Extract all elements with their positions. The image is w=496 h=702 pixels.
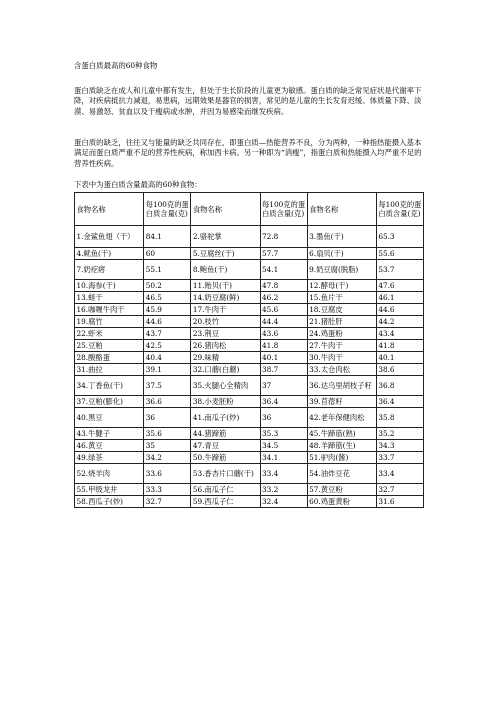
protein-value-cell: 36.4 — [376, 396, 423, 408]
header-protein-per-100g: 每100克的蛋白质含量(克) — [144, 193, 191, 226]
food-name-cell: 40.黑豆 — [75, 408, 144, 428]
protein-value-cell: 32.4 — [260, 496, 307, 508]
protein-value-cell: 36.8 — [376, 376, 423, 396]
protein-value-cell: 55.6 — [376, 248, 423, 260]
protein-value-cell: 45.6 — [260, 304, 307, 316]
food-name-cell: 28.酸酪蛋 — [75, 352, 144, 364]
protein-value-cell: 46.1 — [376, 292, 423, 304]
food-name-cell: 48.羊蹄筋(生) — [307, 440, 376, 452]
protein-value-cell: 57.7 — [260, 248, 307, 260]
protein-value-cell: 38.6 — [376, 364, 423, 376]
protein-value-cell: 33.7 — [376, 452, 423, 464]
food-name-cell: 51.驴肉(酱) — [307, 452, 376, 464]
protein-value-cell: 43.7 — [144, 328, 191, 340]
document-title: 含蛋白质最高的60种食物 — [74, 61, 158, 70]
food-name-cell: 20.枝竹 — [191, 316, 260, 328]
food-name-cell: 59.西瓜子仁 — [191, 496, 260, 508]
table-row — [75, 396, 424, 408]
protein-value-cell: 35.8 — [376, 408, 423, 428]
food-name-cell: 52.烧羊肉 — [75, 464, 144, 484]
protein-value-cell: 35.3 — [260, 428, 307, 440]
food-name-cell: 30.牛肉干 — [307, 352, 376, 364]
food-name-cell: 23.荆豆 — [191, 328, 260, 340]
protein-value-cell: 54.1 — [260, 260, 307, 280]
table-row — [75, 248, 424, 260]
protein-value-cell: 40.4 — [144, 352, 191, 364]
food-name-cell: 25.豆粕 — [75, 340, 144, 352]
protein-value-cell: 39.1 — [144, 364, 191, 376]
food-name-cell: 37.豆粕(膨化) — [75, 396, 144, 408]
protein-value-cell: 36.6 — [144, 396, 191, 408]
protein-value-cell: 36 — [144, 408, 191, 428]
protein-value-cell: 47.6 — [376, 280, 423, 292]
food-name-cell: 11.贻贝(干) — [191, 280, 260, 292]
protein-value-cell: 44.6 — [144, 316, 191, 328]
food-name-cell: 17.牛肉干 — [191, 304, 260, 316]
table-row — [75, 440, 424, 452]
protein-value-cell: 32.7 — [376, 484, 423, 496]
protein-value-cell: 43.6 — [260, 328, 307, 340]
table-row — [75, 226, 424, 248]
food-name-cell: 5.豆腐丝(干) — [191, 248, 260, 260]
food-name-cell: 26.猪肉松 — [191, 340, 260, 352]
protein-value-cell: 40.1 — [376, 352, 423, 364]
protein-value-cell: 36 — [260, 408, 307, 428]
food-name-cell: 7.奶疙瘩 — [75, 260, 144, 280]
protein-value-cell: 84.1 — [144, 226, 191, 248]
table-row — [75, 328, 424, 340]
food-name-cell: 54.油炸豆花 — [307, 464, 376, 484]
food-name-cell: 60.鸡蛋黄粉 — [307, 496, 376, 508]
table-row — [75, 428, 424, 440]
food-name-cell: 56.南瓜子仁 — [191, 484, 260, 496]
protein-value-cell: 50.2 — [144, 280, 191, 292]
food-name-cell: 57.黄豆粉 — [307, 484, 376, 496]
protein-value-cell: 35 — [144, 440, 191, 452]
protein-value-cell: 40.1 — [260, 352, 307, 364]
food-name-cell: 42.老年保健肉松 — [307, 408, 376, 428]
food-name-cell: 1.金鲨鱼翅（干） — [75, 226, 144, 248]
food-name-cell: 6.扇贝(干) — [307, 248, 376, 260]
protein-value-cell: 33.4 — [376, 464, 423, 484]
table-row — [75, 352, 424, 364]
protein-value-cell: 34.5 — [260, 440, 307, 452]
protein-value-cell: 53.7 — [376, 260, 423, 280]
protein-value-cell: 33.2 — [260, 484, 307, 496]
food-name-cell: 10.海参(干) — [75, 280, 144, 292]
table-row — [75, 496, 424, 508]
food-name-cell: 50.牛蹄筋 — [191, 452, 260, 464]
table-row — [75, 260, 424, 280]
food-name-cell: 27.牛肉干 — [307, 340, 376, 352]
food-name-cell: 45.牛蹄筋(熟) — [307, 428, 376, 440]
protein-value-cell: 55.1 — [144, 260, 191, 280]
food-name-cell: 8.鲍鱼(干) — [191, 260, 260, 280]
food-name-cell: 38.小麦胚粉 — [191, 396, 260, 408]
food-name-cell: 21.猪肚肝 — [307, 316, 376, 328]
food-name-cell: 4.鱿鱼(干) — [75, 248, 144, 260]
table-row — [75, 292, 424, 304]
protein-value-cell: 45.9 — [144, 304, 191, 316]
table-row — [75, 340, 424, 352]
protein-value-cell: 44.2 — [376, 316, 423, 328]
protein-value-cell: 32.7 — [144, 496, 191, 508]
food-name-cell: 33.太仓肉松 — [307, 364, 376, 376]
header-protein-per-100g: 每100克的蛋白质含量(克) — [376, 193, 423, 226]
food-name-cell: 14.奶豆腐(鲜) — [191, 292, 260, 304]
table-row — [75, 408, 424, 428]
food-name-cell: 49.绿茶 — [75, 452, 144, 464]
protein-value-cell: 36.4 — [260, 396, 307, 408]
food-name-cell: 34.丁香鱼(干) — [75, 376, 144, 396]
food-name-cell: 2.骆驼掌 — [191, 226, 260, 248]
protein-value-cell: 38.7 — [260, 364, 307, 376]
protein-value-cell: 34.1 — [260, 452, 307, 464]
protein-value-cell: 33.6 — [144, 464, 191, 484]
protein-value-cell: 72.8 — [260, 226, 307, 248]
food-name-cell: 16.咖喱牛肉干 — [75, 304, 144, 316]
food-name-cell: 19.腐竹 — [75, 316, 144, 328]
protein-value-cell: 33.4 — [260, 464, 307, 484]
table-row — [75, 376, 424, 396]
header-food-name: 食物名称 — [75, 193, 144, 226]
table-row — [75, 316, 424, 328]
food-name-cell: 47.青豆 — [191, 440, 260, 452]
food-name-cell: 24.鸡蛋粉 — [307, 328, 376, 340]
paragraph-protein-energy-malnutrition: 蛋白质的缺乏，往往又与能量的缺乏共同存在，即蛋白质—热能营养不良，分为两种，一种指热能摄入基本满足而蛋白质严重不足的营养性疾病，称加西卡病。另一种即为“消瘦”，指蛋白质和热能摄入均严重不足的营养性疾病。 — [74, 138, 422, 168]
protein-value-cell: 44.6 — [376, 304, 423, 316]
protein-value-cell: 34.3 — [376, 440, 423, 452]
food-name-cell: 53.香杏片口蘑(干) — [191, 464, 260, 484]
table-row — [75, 452, 424, 464]
food-name-cell: 22.虾米 — [75, 328, 144, 340]
protein-value-cell: 42.5 — [144, 340, 191, 352]
paragraph-deficiency-symptoms: 蛋白质缺乏在成人和儿童中都有发生，但处于生长阶段的儿童更为敏感。蛋白质的缺乏常见症状是代谢率下降，对疾病抵抗力减退，易患病，远期效果是器官的损害，常见的是儿童的生长发育迟缓、体质量下降、淡漠、易激怒、贫血以及干瘦病或水肿，并因为易感染而继发疾病。 — [74, 86, 422, 116]
food-name-cell: 3.墨鱼(干) — [307, 226, 376, 248]
protein-value-cell: 37 — [260, 376, 307, 396]
protein-value-cell: 31.6 — [376, 496, 423, 508]
header-food-name: 食物名称 — [307, 193, 376, 226]
protein-value-cell: 44.4 — [260, 316, 307, 328]
food-name-cell: 43.牛腱子 — [75, 428, 144, 440]
header-food-name: 食物名称 — [191, 193, 260, 226]
food-name-cell: 12.酵母(干) — [307, 280, 376, 292]
food-name-cell: 55.甲级龙井 — [75, 484, 144, 496]
food-name-cell: 31.曲拉 — [75, 364, 144, 376]
food-name-cell: 35.火腿心全精肉 — [191, 376, 260, 396]
food-name-cell: 32.口蘑(白蘑) — [191, 364, 260, 376]
header-protein-per-100g: 每100克的蛋白质含量(克) — [260, 193, 307, 226]
protein-value-cell: 34.2 — [144, 452, 191, 464]
protein-value-cell: 41.8 — [260, 340, 307, 352]
table-row — [75, 364, 424, 376]
food-name-cell: 44.猪蹄筋 — [191, 428, 260, 440]
protein-value-cell: 35.6 — [144, 428, 191, 440]
table-row — [75, 484, 424, 496]
protein-value-cell: 37.5 — [144, 376, 191, 396]
protein-value-cell: 33.3 — [144, 484, 191, 496]
protein-value-cell: 35.2 — [376, 428, 423, 440]
food-name-cell: 36.达乌里胡枝子籽 — [307, 376, 376, 396]
table-header-row — [75, 193, 424, 226]
food-name-cell: 41.南瓜子(炒) — [191, 408, 260, 428]
protein-value-cell: 46.5 — [144, 292, 191, 304]
table-row — [75, 464, 424, 484]
protein-value-cell: 46.2 — [260, 292, 307, 304]
food-name-cell: 29.味精 — [191, 352, 260, 364]
food-name-cell: 18.豆腐皮 — [307, 304, 376, 316]
food-name-cell: 9.奶豆腐(脱脂) — [307, 260, 376, 280]
protein-content-table — [74, 192, 424, 508]
paragraph-table-intro: 下表中为蛋白质含量最高的60种食物： — [74, 180, 202, 189]
table-row — [75, 304, 424, 316]
food-name-cell: 13.蛏干 — [75, 292, 144, 304]
table-row — [75, 280, 424, 292]
food-name-cell: 58.西瓜子(炒) — [75, 496, 144, 508]
protein-value-cell: 43.4 — [376, 328, 423, 340]
protein-value-cell: 47.8 — [260, 280, 307, 292]
table-body — [75, 193, 424, 508]
food-name-cell: 15.鱼片干 — [307, 292, 376, 304]
protein-value-cell: 60 — [144, 248, 191, 260]
food-name-cell: 46.黄豆 — [75, 440, 144, 452]
food-name-cell: 39.苜蓿籽 — [307, 396, 376, 408]
protein-value-cell: 65.3 — [376, 226, 423, 248]
protein-value-cell: 41.8 — [376, 340, 423, 352]
